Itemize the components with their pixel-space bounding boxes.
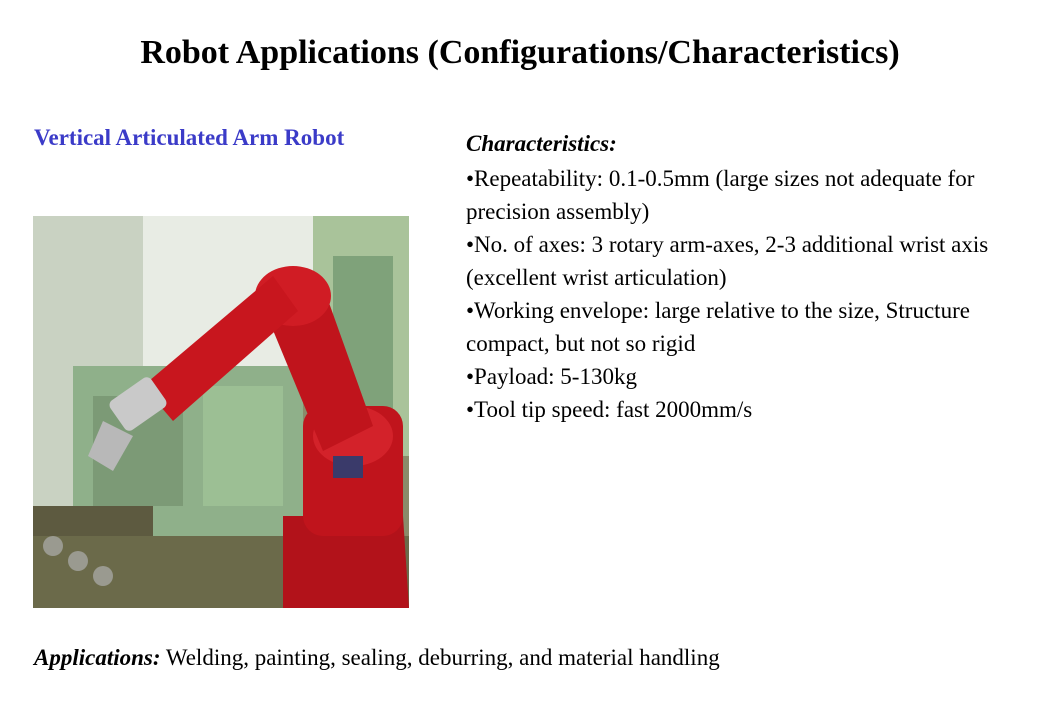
- characteristics-heading: Characteristics:: [466, 131, 617, 156]
- characteristic-item: •Tool tip speed: fast 2000mm/s: [466, 397, 753, 422]
- characteristic-item: •Working envelope: large relative to the size, Structure compact, but not so rigid: [466, 298, 970, 356]
- applications-text: Welding, painting, sealing, deburring, and material handling: [160, 645, 720, 670]
- robot-photo: [33, 216, 409, 608]
- characteristic-item: •Repeatability: 0.1-0.5mm (large sizes not adequate for precision assembly): [466, 166, 975, 224]
- characteristic-item: •Payload: 5-130kg: [466, 364, 637, 389]
- industrial-robot-photo-icon: [33, 216, 409, 608]
- slide-title: Robot Applications (Configurations/Characteristics): [140, 34, 900, 71]
- applications-label: Applications:: [34, 645, 161, 670]
- robot-type-subtitle: Vertical Articulated Arm Robot: [34, 125, 345, 150]
- characteristics-block: [466, 127, 1026, 426]
- applications-line: [34, 642, 1034, 674]
- characteristic-item: •No. of axes: 3 rotary arm-axes, 2-3 additional wrist axis (excellent wrist articulation): [466, 232, 989, 290]
